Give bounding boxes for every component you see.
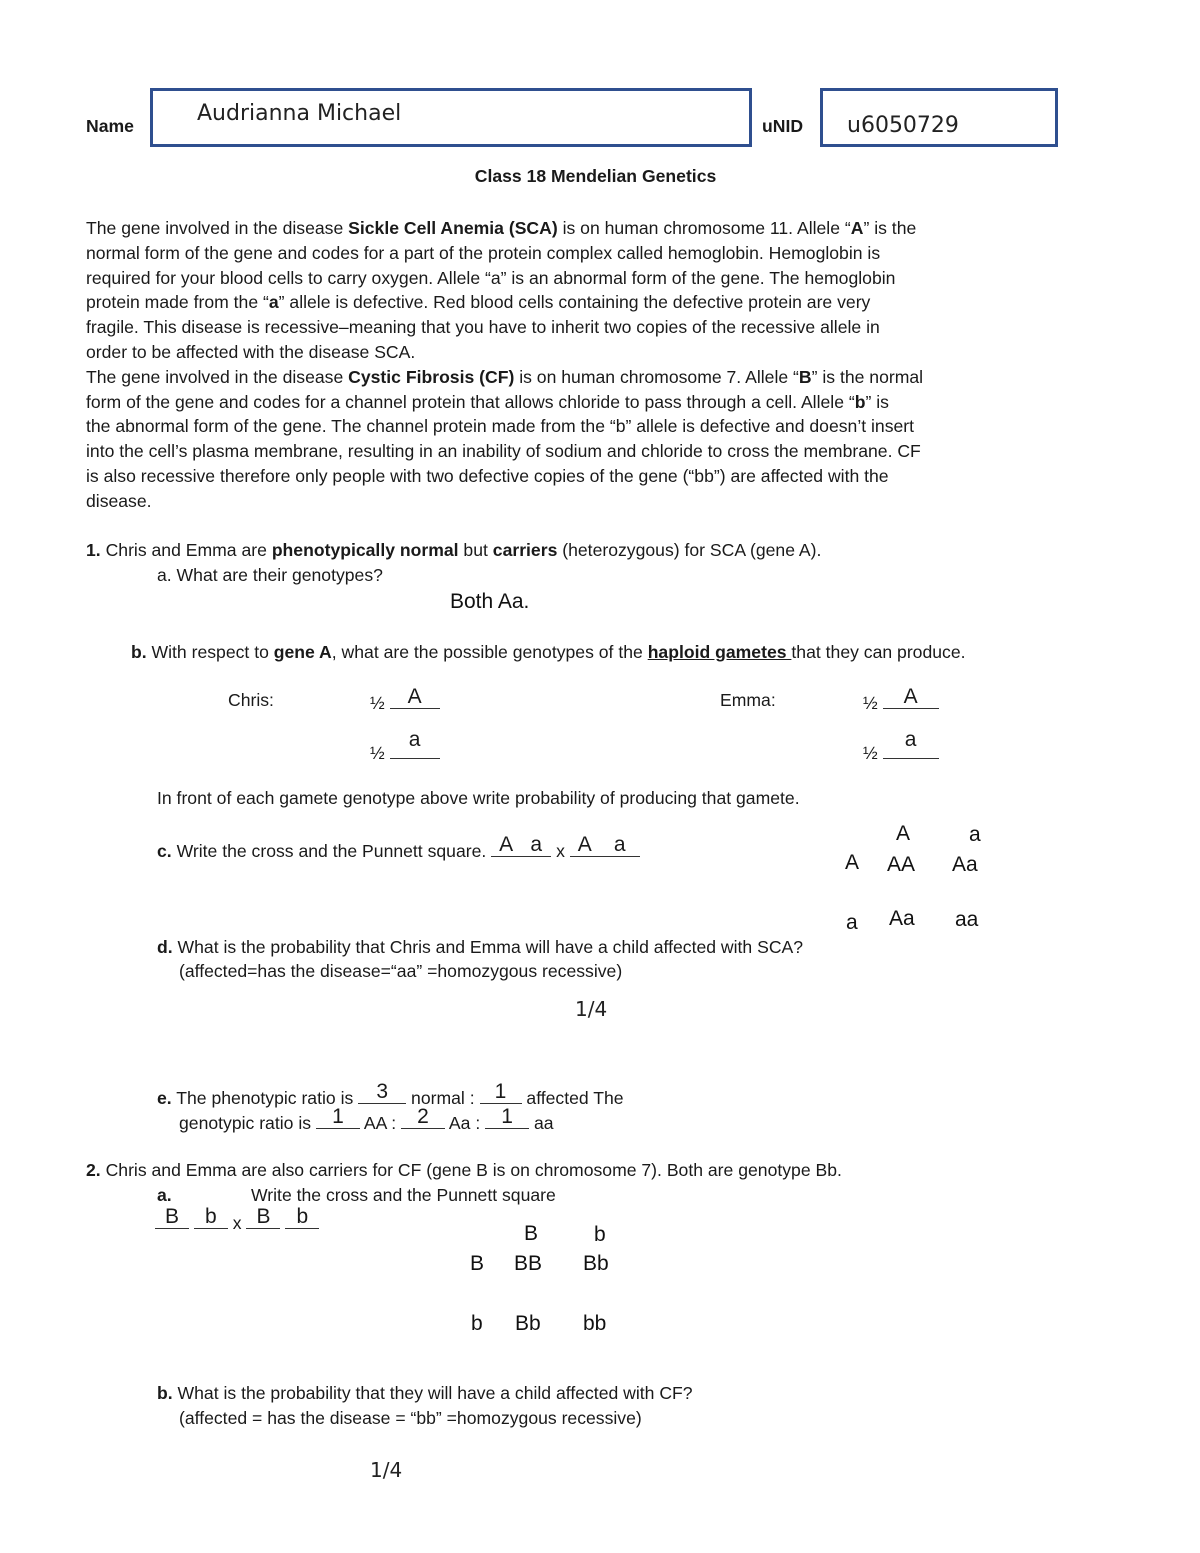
- chris-label: Chris:: [228, 690, 274, 710]
- unid-label: uNID: [762, 116, 804, 136]
- q2b-answer: 1/4: [370, 1458, 403, 1482]
- emma-gamete-2: ½ a: [863, 740, 939, 764]
- punnett-cell: Bb: [515, 1312, 541, 1335]
- q2a-cross: B b x B b: [155, 1210, 319, 1234]
- intro-line: order to be affected with the disease SCA.: [86, 341, 416, 362]
- punnett-col-header: a: [969, 823, 981, 846]
- intro-line: fragile. This disease is recessive–meaning that you have to inherit two copies of the recessive allele in: [86, 317, 880, 338]
- name-label: Name: [86, 116, 134, 136]
- emma-gamete-1: ½ A: [863, 690, 939, 714]
- intro-line: required for your blood cells to carry oxygen. Allele “a” is an abnormal form of the gene. The hemoglobin: [86, 267, 896, 288]
- q1d-note: (affected=has the disease=“aa” =homozygous recessive): [179, 961, 623, 981]
- intro-line: The gene involved in the disease Cystic Fibrosis (CF) is on human chromosome 7. Allele “B” is the normal: [86, 366, 924, 387]
- intro-line: normal form of the gene and codes for a part of the protein complex called hemoglobin. Hemoglobin is: [86, 242, 881, 263]
- q1d-prompt: d. What is the probability that Chris and Emma will have a child affected with SCA?: [157, 937, 804, 957]
- punnett-cell: Bb: [583, 1252, 609, 1275]
- q2b-prompt: b. What is the probability that they will have a child affected with CF?: [157, 1383, 693, 1403]
- intro-line: protein made from the “a” allele is defective. Red blood cells containing the defective protein are very: [86, 292, 871, 313]
- q1c-prompt: c. Write the cross and the Punnett square. A a x A a: [157, 838, 640, 862]
- q2-prompt: 2. Chris and Emma are also carriers for CF (gene B is on chromosome 7). Both are genotype Bb.: [86, 1160, 842, 1180]
- chris-gamete-2: ½ a: [370, 740, 440, 764]
- punnett-cell: Aa: [952, 853, 978, 876]
- q2b-note: (affected = has the disease = “bb” =homozygous recessive): [179, 1408, 642, 1428]
- punnett-cell: aa: [955, 908, 979, 931]
- q1-prompt: 1. Chris and Emma are phenotypically normal but carriers (heterozygous) for SCA (gene A).: [86, 540, 822, 560]
- punnett-cell: AA: [887, 853, 916, 876]
- intro-text: [86, 216, 1116, 514]
- punnett-row-header: a: [846, 911, 858, 934]
- q2a-label: a.: [157, 1185, 172, 1205]
- q1b-prompt: b. With respect to gene A, what are the possible genotypes of the haploid gametes that they can produce.: [131, 642, 966, 662]
- punnett-col-header: B: [524, 1222, 539, 1245]
- punnett-row-header: B: [470, 1252, 485, 1275]
- unid-field[interactable]: [820, 88, 1058, 147]
- q1d-answer: 1/4: [575, 997, 608, 1021]
- name-field[interactable]: [150, 88, 752, 147]
- punnett-row-header: A: [845, 851, 860, 874]
- intro-line: disease.: [86, 490, 152, 511]
- punnett-cell: BB: [514, 1252, 543, 1275]
- emma-label: Emma:: [720, 690, 776, 710]
- punnett-cell: bb: [583, 1312, 607, 1335]
- chris-gamete-1: ½ A: [370, 690, 440, 714]
- punnett-cell: Aa: [889, 907, 915, 930]
- q1e-genotypic: genotypic ratio is 1 AA : 2 Aa : 1 aa: [179, 1105, 554, 1133]
- intro-line: is also recessive therefore only people with two defective copies of the gene (“bb”) are affected with the: [86, 465, 889, 486]
- q1e-prompt: e. The phenotypic ratio is 3 normal : 1 affected The: [157, 1080, 624, 1108]
- intro-line: The gene involved in the disease Sickle Cell Anemia (SCA) is on human chromosome 11. Allele “A” is the: [86, 218, 917, 238]
- unid-value: u6050729: [847, 113, 959, 138]
- q1a-answer: Both Aa.: [450, 590, 530, 613]
- name-value: Audrianna Michael: [197, 101, 402, 126]
- gamete-note: In front of each gamete genotype above write probability of producing that gamete.: [157, 788, 800, 808]
- page-title: Class 18 Mendelian Genetics: [474, 166, 717, 186]
- punnett-col-header: A: [896, 822, 911, 845]
- q1a-prompt: a. What are their genotypes?: [157, 565, 383, 585]
- q2a-prompt: Write the cross and the Punnett square: [251, 1185, 556, 1205]
- intro-line: into the cell’s plasma membrane, resulting in an inability of sodium and chloride to cross the membrane. CF: [86, 441, 921, 462]
- intro-line: the abnormal form of the gene. The channel protein made from the “b” allele is defective and doesn’t insert: [86, 416, 915, 437]
- punnett-row-header: b: [471, 1312, 483, 1335]
- punnett-col-header: b: [594, 1223, 606, 1246]
- intro-line: form of the gene and codes for a channel protein that allows chloride to pass through a cell. Allele “b” is: [86, 391, 889, 412]
